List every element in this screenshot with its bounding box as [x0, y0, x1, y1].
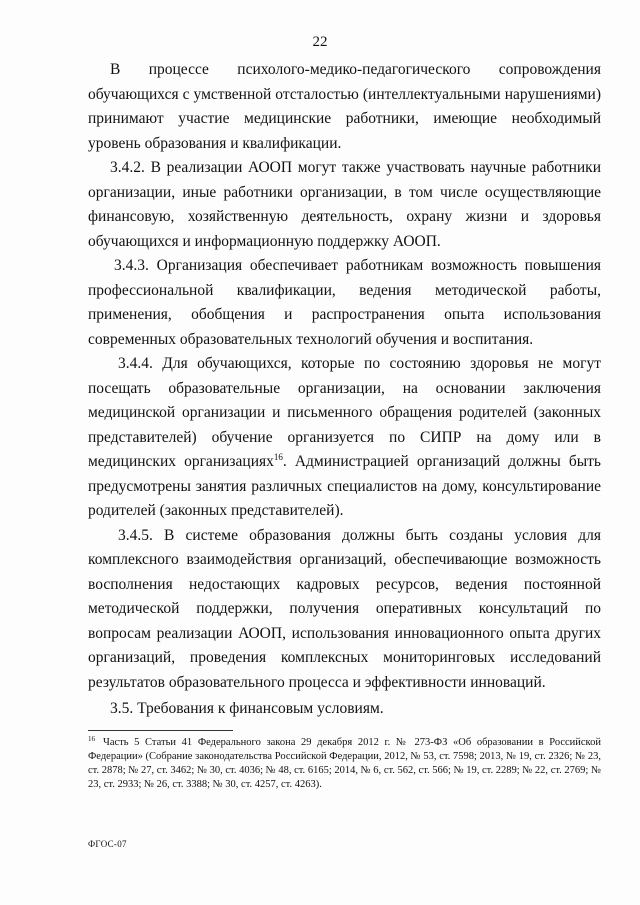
footnote-text: Часть 5 Статьи 41 Федерального закона 29 декабря 2012 г. № 273-ФЗ «Об образовании в Российской Федерации» (Собрание законодательства Российской Федерации, 2012, № 53, ст. 7598; 2013, № 19, ст. 2326; № 23, ст. 2878; № 27, ст. 3462; № 30, ст. 4036; № 48, ст. 6165; 2014, № 6, ст. 562, ст. 566; № 19, ст. 2289; № 22, ст. 2769; № 23, ст. 2933; № 26, ст. 3388; № 30, ст. 4257, ст. 4263). [88, 737, 601, 790]
footnote-reference: 16 [273, 451, 283, 462]
section-heading-3-5: 3.5. Требования к финансовым условиям. [110, 700, 384, 717]
footnote [88, 736, 601, 792]
paragraph-3-4-5: 3.4.5. В системе образования должны быть созданы условия для комплексного взаимодействия организаций, обеспечивающие возможность восполнения недостающих кадровых ресурсов, ведения постоянной методической поддержки, получения оперативных консультаций по вопросам реализации АООП, использования инновационного опыта других организаций, проведения комплексных мониторинговых исследований результатов образовательного процесса и эффективности инноваций. [88, 526, 601, 691]
paragraph-3-4-4-text-after-ref: . Администрацией организаций должны быть предусмотрены занятия различных специалистов на дому, консультирование родителей (законных представителей). [88, 453, 602, 519]
paragraph-3-4-4-text-before-ref: 3.4.4. Для обучающихся, которые по состоянию здоровья не могут посещать образовательные организации, на основании заключения медицинской организации и письменного обращения родителей (законных представителей) обучение организуется по СИПР на дому или в медицинских организациях [88, 355, 601, 470]
paragraph-medical-staff: В процессе психолого-медико-педагогического сопровождения обучающихся с умственной отсталостью (интеллектуальными нарушениями) принимают участие медицинские работники, имеющие необходимый уровень образования и квалификации. [88, 61, 601, 152]
footnote-separator [88, 730, 233, 731]
document-code: ФГОС-07 [88, 839, 127, 849]
footnote-mark: 16 [88, 734, 95, 743]
paragraph-3-4-4 [88, 352, 601, 524]
page-number: 22 [312, 34, 328, 50]
paragraph-3-4-3: 3.4.3. Организация обеспечивает работникам возможность повышения профессиональной квалификации, ведения методической работы, применения, обобщения и распространения опыта использования современных образовательных технологий обучения и воспитания. [88, 257, 601, 348]
body-text [88, 58, 601, 722]
paragraph-3-4-2: 3.4.2. В реализации АООП могут также участвовать научные работники организации, иные работники организации, в том числе осуществляющие финансовую, хозяйственную деятельность, охрану жизни и здоровья обучающихся и информационную поддержку АООП. [88, 159, 601, 250]
